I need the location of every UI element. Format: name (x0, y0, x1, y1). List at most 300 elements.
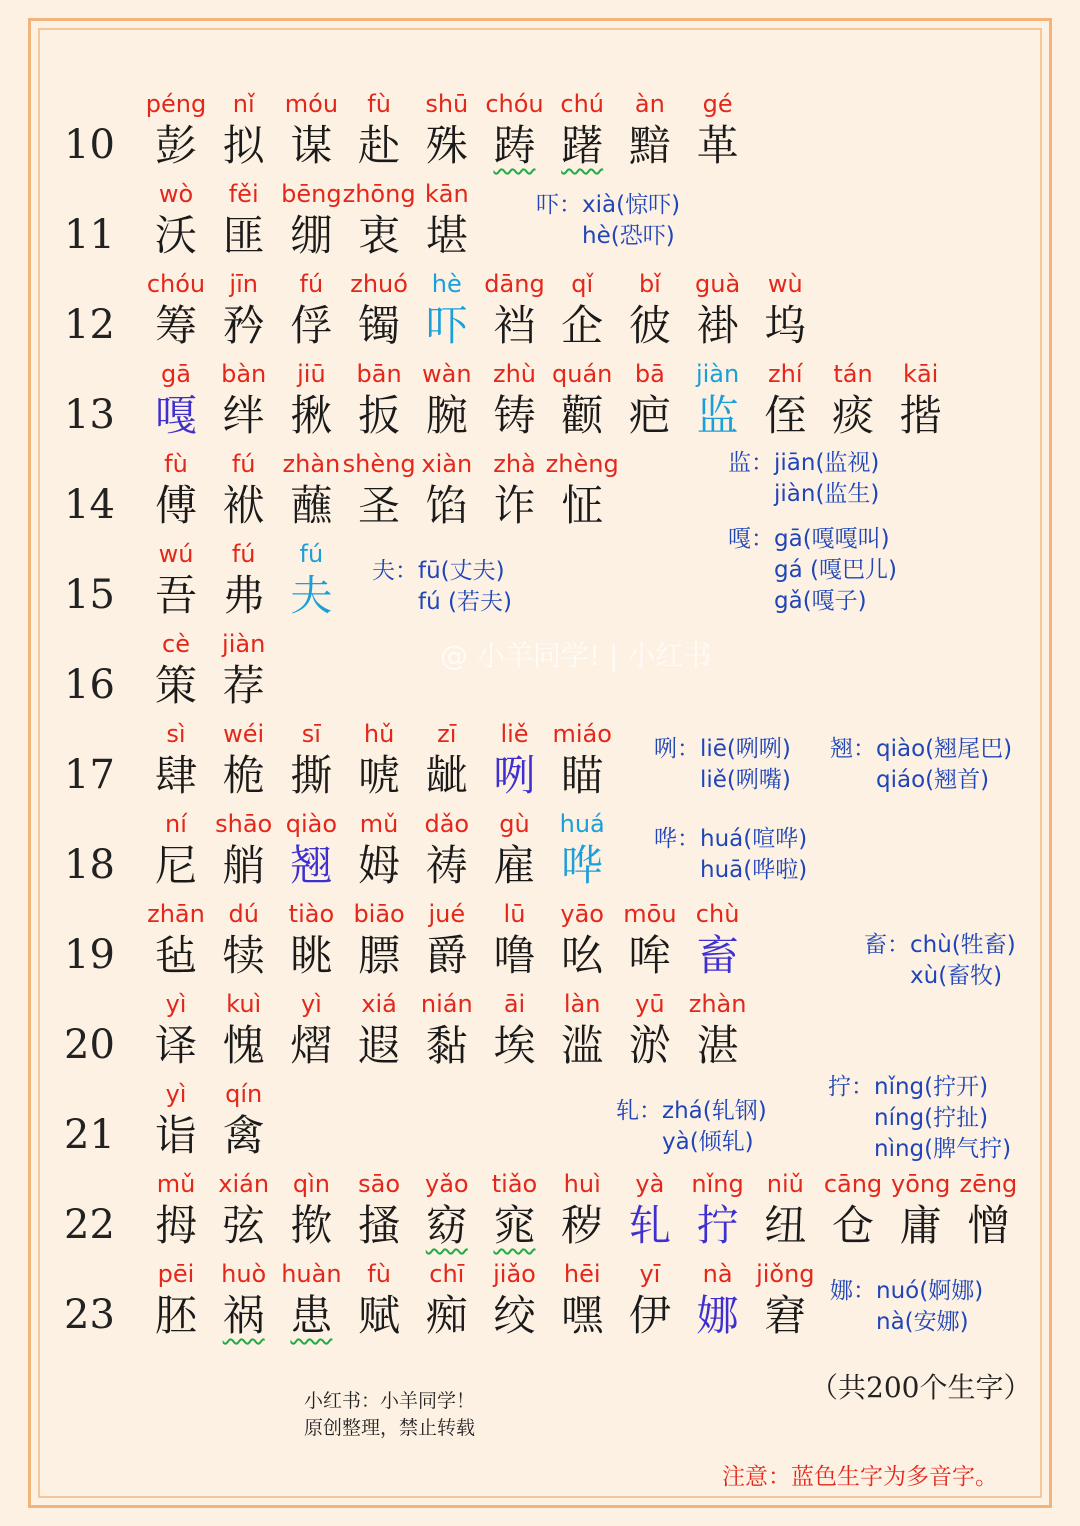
pinyin: sī (301, 720, 321, 748)
note-readings (418, 556, 512, 618)
lesson-number: 21 (64, 1112, 115, 1158)
hanzi (819, 1198, 887, 1254)
hanzi (684, 388, 752, 444)
pinyin: zhù (492, 360, 537, 388)
hanzi-text: 轧 (628, 1201, 671, 1250)
hanzi-text: 熠 (290, 1021, 333, 1070)
pinyin: làn (563, 990, 601, 1018)
pinyin: kān (424, 180, 469, 208)
note-reading: gǎ(嘎子) (774, 588, 867, 614)
hanzi-text: 绞 (493, 1291, 536, 1340)
pinyin: zhèng (545, 450, 619, 478)
hanzi-text: 殊 (425, 121, 468, 170)
pinyin: tiǎo (491, 1170, 538, 1198)
hanzi-text: 憎 (967, 1201, 1010, 1250)
lesson-number: 10 (64, 122, 115, 168)
hanzi-text: 姆 (358, 841, 401, 890)
pinyin: cè (162, 630, 190, 658)
hanzi (413, 748, 481, 804)
lesson-number: 12 (64, 302, 115, 348)
pinyin: chóu (146, 270, 206, 298)
hanzi-text: 噜 (493, 931, 536, 980)
hanzi-text: 毡 (154, 931, 197, 980)
hanzi (481, 928, 549, 984)
hanzi-text: 袱 (222, 481, 265, 530)
hanzi (142, 1018, 210, 1074)
hanzi-text: 吆 (561, 931, 604, 980)
pinyin: nián (420, 990, 473, 1018)
pinyin: mǔ (359, 810, 399, 838)
note-readings (876, 1276, 983, 1338)
note-key: 哗： (654, 826, 700, 852)
polyphone-note (536, 190, 680, 252)
hanzi (548, 118, 616, 174)
hanzi (277, 568, 345, 624)
hanzi (210, 478, 278, 534)
hanzi-text: 绊 (222, 391, 265, 440)
note-reading: fū(丈夫) (418, 558, 505, 584)
hanzi-text: 铸 (493, 391, 536, 440)
pinyin: biāo (353, 900, 405, 928)
hanzi-text: 筹 (154, 301, 197, 350)
pinyin: péng (145, 90, 207, 118)
hanzi-text: 镯 (358, 301, 401, 350)
hanzi-text: 患 (290, 1291, 333, 1340)
lesson-number: 15 (64, 572, 115, 618)
note-reading: liē(咧咧) (700, 736, 791, 762)
hanzi-text: 桅 (222, 751, 265, 800)
credit-line: 原创整理，禁止转载 (304, 1417, 476, 1439)
hanzi (277, 748, 345, 804)
hanzi-text: 诣 (154, 1111, 197, 1160)
hanzi (345, 1198, 413, 1254)
hanzi-text: 躇 (561, 121, 604, 170)
lesson-row (0, 988, 1080, 1078)
hanzi-text: 圣 (358, 481, 401, 530)
hanzi (548, 1288, 616, 1344)
hanzi-text: 谋 (290, 121, 333, 170)
hanzi (210, 1018, 278, 1074)
hanzi-text: 翘 (290, 841, 333, 890)
hanzi (345, 748, 413, 804)
hanzi-text: 祸 (222, 1291, 265, 1340)
polyphone-note (654, 824, 807, 886)
pinyin: yāo (560, 900, 604, 928)
lesson-number: 18 (64, 842, 115, 888)
hanzi-text: 庸 (899, 1201, 942, 1250)
pinyin: bān (356, 360, 402, 388)
hanzi (345, 298, 413, 354)
note-key: 吓： (536, 192, 582, 218)
pinyin: zhí (768, 360, 803, 388)
pinyin: liě (500, 720, 529, 748)
hanzi (887, 388, 955, 444)
pinyin: gù (499, 810, 530, 838)
hanzi (481, 1198, 549, 1254)
hanzi-text: 娜 (696, 1291, 739, 1340)
pinyin: fú (299, 270, 324, 298)
pinyin: gā (161, 360, 191, 388)
pinyin: zī (437, 720, 457, 748)
hanzi (345, 478, 413, 534)
hanzi (210, 1198, 278, 1254)
pinyin: fù (367, 90, 391, 118)
pinyin: yì (165, 1080, 187, 1108)
pinyin: wò (158, 180, 194, 208)
hanzi (684, 118, 752, 174)
hanzi (142, 1288, 210, 1344)
hanzi-text: 译 (154, 1021, 197, 1070)
note-readings (910, 930, 1016, 992)
note-readings (874, 1072, 1011, 1165)
hanzi (345, 928, 413, 984)
pinyin: sì (166, 720, 186, 748)
hanzi-text: 拇 (154, 1201, 197, 1250)
hanzi (413, 1198, 481, 1254)
note-key: 监： (728, 450, 774, 476)
pinyin: jiàn (222, 630, 266, 658)
hanzi (616, 118, 684, 174)
pinyin: zhà (493, 450, 536, 478)
pinyin: kuì (226, 990, 262, 1018)
hanzi (277, 388, 345, 444)
hanzi (954, 1198, 1022, 1254)
pinyin: xiàn (421, 450, 473, 478)
pinyin: bǐ (638, 270, 661, 298)
pinyin: zhuó (350, 270, 408, 298)
hanzi-text: 颧 (561, 391, 604, 440)
hanzi (548, 298, 616, 354)
pinyin: jiàn (695, 360, 740, 388)
polyphone-note (864, 930, 1016, 992)
pinyin: jiǒng (756, 1260, 815, 1288)
pinyin: huò (221, 1260, 267, 1288)
hanzi (413, 928, 481, 984)
hanzi (548, 388, 616, 444)
pinyin: chóu (485, 90, 544, 118)
hanzi-text: 瞄 (561, 751, 604, 800)
hanzi-text: 仓 (831, 1201, 874, 1250)
hanzi-text: 荐 (222, 661, 265, 710)
hanzi (413, 208, 481, 264)
hanzi (210, 658, 278, 714)
hanzi-text: 赋 (358, 1291, 401, 1340)
hanzi-text: 埃 (493, 1021, 536, 1070)
hanzi (413, 1288, 481, 1344)
hanzi (548, 478, 616, 534)
note-reading: zhá(轧钢) (662, 1098, 767, 1124)
hanzi-text: 遐 (358, 1021, 401, 1070)
note-readings (774, 448, 879, 510)
pinyin: āi (503, 990, 526, 1018)
note-reading: nà(安娜) (876, 1309, 969, 1335)
pinyin: wú (158, 540, 194, 568)
hanzi-text: 撕 (290, 751, 333, 800)
note-readings (700, 734, 791, 796)
pinyin: chú (560, 90, 604, 118)
hanzi (548, 1018, 616, 1074)
hanzi (142, 928, 210, 984)
pinyin: zhàn (282, 450, 341, 478)
hanzi (413, 478, 481, 534)
pinyin: cāng (823, 1170, 883, 1198)
hanzi (142, 1108, 210, 1164)
hanzi (684, 298, 752, 354)
polyphone-note (828, 1072, 1011, 1165)
polyphone-note (728, 448, 879, 510)
hanzi (481, 388, 549, 444)
note-reading: hè(恐吓) (582, 223, 675, 249)
hanzi (616, 1198, 684, 1254)
hanzi-text: 腕 (425, 391, 468, 440)
hanzi-text: 绷 (290, 211, 333, 260)
pinyin: fú (299, 540, 324, 568)
polyphone-note (372, 556, 512, 618)
note-key: 畜： (864, 932, 910, 958)
pinyin: yī (639, 1260, 661, 1288)
hanzi (142, 838, 210, 894)
hanzi-text: 纽 (764, 1201, 807, 1250)
hanzi (481, 748, 549, 804)
hanzi-text: 傅 (154, 481, 197, 530)
pinyin: móu (284, 90, 339, 118)
pinyin: fù (367, 1260, 391, 1288)
note-key: 夫： (372, 558, 418, 584)
hanzi (887, 1198, 955, 1254)
note-key: 咧： (654, 736, 700, 762)
hanzi-text: 弦 (222, 1201, 265, 1250)
hanzi-text: 褂 (696, 301, 739, 350)
hanzi-text: 诈 (493, 481, 536, 530)
pinyin: hēi (563, 1260, 601, 1288)
note-reading: jiān(监视) (774, 450, 880, 476)
hanzi-text: 彼 (628, 301, 671, 350)
hanzi (142, 748, 210, 804)
hanzi-text: 夫 (290, 571, 333, 620)
lesson-number: 14 (64, 482, 115, 528)
hanzi (210, 298, 278, 354)
hanzi (277, 118, 345, 174)
hanzi-text: 俘 (290, 301, 333, 350)
pinyin: jiū (297, 360, 326, 388)
hanzi (210, 838, 278, 894)
hanzi-text: 堪 (425, 211, 468, 260)
hanzi (684, 1018, 752, 1074)
hanzi-text: 痰 (831, 391, 874, 440)
lesson-number: 22 (64, 1202, 115, 1248)
hanzi (345, 118, 413, 174)
note-readings (582, 190, 680, 252)
pinyin: xiá (361, 990, 397, 1018)
note-reading: xià(惊吓) (582, 192, 681, 218)
pinyin: yì (300, 990, 322, 1018)
pinyin: ní (165, 810, 187, 838)
hanzi (210, 1108, 278, 1164)
hanzi (751, 298, 819, 354)
hanzi-text: 监 (696, 391, 739, 440)
hanzi (210, 388, 278, 444)
pinyin: yū (635, 990, 665, 1018)
note-key: 轧： (616, 1098, 662, 1124)
hanzi-text: 唬 (358, 751, 401, 800)
pinyin: pēi (157, 1260, 195, 1288)
hanzi (413, 298, 481, 354)
pinyin: gé (702, 90, 733, 118)
credit (304, 1388, 475, 1442)
pinyin: fú (231, 450, 256, 478)
hanzi (277, 478, 345, 534)
hanzi-text: 沃 (154, 211, 197, 260)
hanzi (413, 118, 481, 174)
pinyin: wù (767, 270, 803, 298)
lesson-number: 20 (64, 1022, 115, 1068)
note-readings (700, 824, 807, 886)
pinyin: hè (431, 270, 462, 298)
hanzi (616, 1018, 684, 1074)
pinyin: dāng (484, 270, 545, 298)
note-reading: huá(喧哗) (700, 826, 808, 852)
hanzi-text: 黏 (425, 1021, 468, 1070)
pinyin: yǎo (425, 1170, 469, 1198)
hanzi (142, 208, 210, 264)
hanzi (142, 568, 210, 624)
lesson-row (0, 88, 1080, 178)
hanzi (210, 1288, 278, 1344)
note-reading: qiào(翘尾巴) (876, 736, 1013, 762)
hanzi-text: 肆 (154, 751, 197, 800)
note-key: 拧： (828, 1074, 874, 1100)
pinyin: fěi (228, 180, 259, 208)
hanzi (481, 298, 549, 354)
hanzi-text: 拟 (222, 121, 265, 170)
pinyin: nǐng (691, 1170, 744, 1198)
hanzi (413, 388, 481, 444)
note-readings (876, 734, 1012, 796)
hanzi-text: 淤 (628, 1021, 671, 1070)
hanzi (210, 568, 278, 624)
hanzi-text: 咧 (493, 751, 536, 800)
hanzi (413, 1018, 481, 1074)
pinyin: niǔ (766, 1170, 804, 1198)
hanzi (277, 208, 345, 264)
pinyin: yà (635, 1170, 665, 1198)
pinyin: jiǎo (493, 1260, 536, 1288)
hanzi (481, 118, 549, 174)
pinyin: mǔ (156, 1170, 196, 1198)
hanzi (481, 838, 549, 894)
hanzi (277, 928, 345, 984)
note-key: 嘎： (728, 526, 774, 552)
pinyin: tiào (288, 900, 335, 928)
watermark: @ 小羊同学! | 小红书 (440, 639, 712, 672)
pinyin: fú (231, 540, 256, 568)
hanzi (548, 1198, 616, 1254)
hanzi-text: 彭 (154, 121, 197, 170)
hanzi-text: 嘿 (561, 1291, 604, 1340)
hanzi (548, 928, 616, 984)
note-reading: níng(拧扯) (874, 1105, 989, 1131)
hanzi-text: 企 (561, 301, 604, 350)
hanzi (616, 298, 684, 354)
pinyin: qìn (292, 1170, 330, 1198)
pinyin: shèng (342, 450, 416, 478)
hanzi-text: 疤 (628, 391, 671, 440)
hanzi (751, 1198, 819, 1254)
pinyin: mōu (623, 900, 677, 928)
lesson-number: 13 (64, 392, 115, 438)
hanzi-text: 膘 (358, 931, 401, 980)
hanzi (548, 748, 616, 804)
note-reading: chù(牲畜) (910, 932, 1016, 958)
hanzi-text: 滥 (561, 1021, 604, 1070)
total-count: （共200个生字） (810, 1371, 1032, 1404)
hanzi (210, 928, 278, 984)
polyphone-note (830, 734, 1012, 796)
lesson-row (0, 358, 1080, 448)
hanzi (413, 838, 481, 894)
hanzi (616, 388, 684, 444)
pinyin: bā (634, 360, 665, 388)
note-reading: fú (若夫) (418, 589, 512, 615)
note-key: 翘： (830, 736, 876, 762)
hanzi-text: 蘸 (290, 481, 333, 530)
hanzi-text: 侄 (764, 391, 807, 440)
pinyin: àn (634, 90, 665, 118)
pinyin: xián (218, 1170, 270, 1198)
pinyin: quán (552, 360, 613, 388)
polyphone-note (616, 1096, 767, 1158)
hanzi (142, 388, 210, 444)
hanzi-text: 拧 (696, 1201, 739, 1250)
hanzi-text: 怔 (561, 481, 604, 530)
note-reading: gā(嘎嘎叫) (774, 526, 890, 552)
hanzi (751, 1288, 819, 1344)
hanzi-text: 痴 (425, 1291, 468, 1340)
hanzi-text: 禽 (222, 1111, 265, 1160)
note-reading: nuó(婀娜) (876, 1278, 984, 1304)
hanzi (345, 208, 413, 264)
pinyin: zēng (959, 1170, 1018, 1198)
lesson-number: 16 (64, 662, 115, 708)
pinyin: nǐ (232, 90, 255, 118)
hanzi-text: 窘 (764, 1291, 807, 1340)
hanzi (616, 1288, 684, 1344)
hanzi-text: 眺 (290, 931, 333, 980)
hanzi-text: 揪 (290, 391, 333, 440)
hanzi (277, 1198, 345, 1254)
polyphone-note (830, 1276, 983, 1338)
pinyin: chù (695, 900, 740, 928)
hanzi-text: 祷 (425, 841, 468, 890)
hanzi (142, 478, 210, 534)
pinyin: qín (225, 1080, 263, 1108)
pinyin: sāo (358, 1170, 401, 1198)
hanzi-text: 吾 (154, 571, 197, 620)
hanzi (481, 478, 549, 534)
hanzi (277, 298, 345, 354)
pinyin: yì (165, 990, 187, 1018)
lesson-row (0, 448, 1080, 538)
hanzi-text: 愧 (222, 1021, 265, 1070)
hanzi (345, 1018, 413, 1074)
polyphone-note (654, 734, 791, 796)
hanzi (142, 658, 210, 714)
hanzi (751, 388, 819, 444)
hanzi-text: 嘎 (154, 391, 197, 440)
hanzi (142, 118, 210, 174)
pinyin: yōng (891, 1170, 951, 1198)
hanzi (345, 838, 413, 894)
